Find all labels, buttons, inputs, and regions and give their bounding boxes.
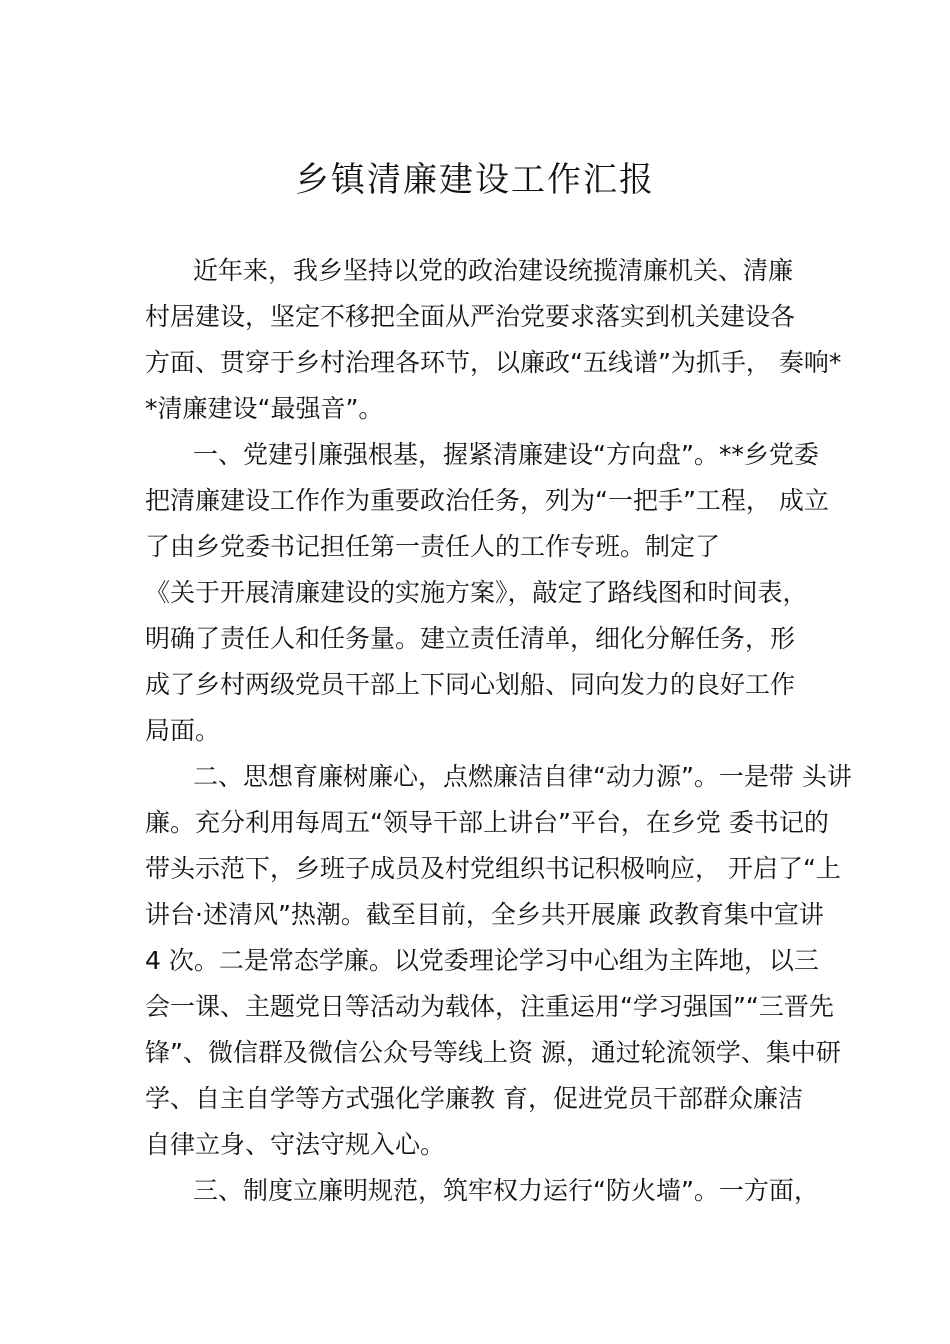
paragraph-1-line-2: 村居建设，坚定不移把全面从严治党要求落实到机关建设各: [145, 302, 796, 331]
paragraph-2-line-7: 局面。: [145, 716, 221, 745]
paragraph-4-line-1: 三、制度立廉明规范，筑牢权力运行“防火墙”。一方面，: [193, 1176, 819, 1205]
paragraph-3-line-6: 会一课、主题党日等活动为载体，注重运用“学习强国”“三晋先: [145, 992, 834, 1021]
paragraph-2-line-1: 一、党建引廉强根基，握紧清廉建设“方向盘”。**乡党委: [193, 440, 819, 469]
paragraph-3-line-9: 自律立身、守法守规入心。: [145, 1130, 446, 1159]
paragraph-2-line-6: 成了乡村两级党员干部上下同心划船、同向发力的良好工作: [145, 670, 796, 699]
paragraph-3-line-2: 廉。充分利用每周五“领导干部上讲台”平台，在乡党 委书记的: [145, 808, 829, 837]
paragraph-1-line-3: 方面、贯穿于乡村治理各环节，以廉政“五线谱”为抓手， 奏响*: [145, 348, 842, 377]
paragraph-1-line-4: *清廉建设“最强音”。: [145, 394, 384, 423]
paragraph-2-line-4: 《关于开展清廉建设的实施方案》，敲定了路线图和时间表，: [145, 578, 808, 607]
paragraph-3-line-4: 讲台·述清风”热潮。截至目前，全乡共开展廉 政教育集中宣讲: [145, 900, 824, 929]
paragraph-3-line-5: 4 次。二是常态学廉。以党委理论学习中心组为主阵地，以三: [145, 946, 819, 975]
paragraph-3-line-3: 带头示范下，乡班子成员及村党组织书记积极响应， 开启了“上: [145, 854, 841, 883]
paragraph-2-line-3: 了由乡党委书记担任第一责任人的工作专班。制定了: [145, 532, 721, 561]
paragraph-3-line-8: 学、自主自学等方式强化学廉教 育，促进党员干部群众廉洁: [145, 1084, 803, 1113]
paragraph-3-line-7: 锋”、微信群及微信公众号等线上资 源，通过轮流领学、集中研: [145, 1038, 841, 1067]
paragraph-2-line-5: 明确了责任人和任务量。建立责任清单，细化分解任务，形: [145, 624, 796, 653]
paragraph-1-line-1: 近年来，我乡坚持以党的政治建设统揽清廉机关、清廉: [193, 256, 794, 285]
paragraph-3-line-1: 二、思想育廉树廉心，点燃廉洁自律“动力源”。一是带 头讲: [193, 762, 852, 791]
paragraph-2-line-2: 把清廉建设工作作为重要政治任务，列为“一把手”工程， 成立: [145, 486, 829, 515]
document-title: 乡镇清廉建设工作汇报: [295, 160, 655, 200]
